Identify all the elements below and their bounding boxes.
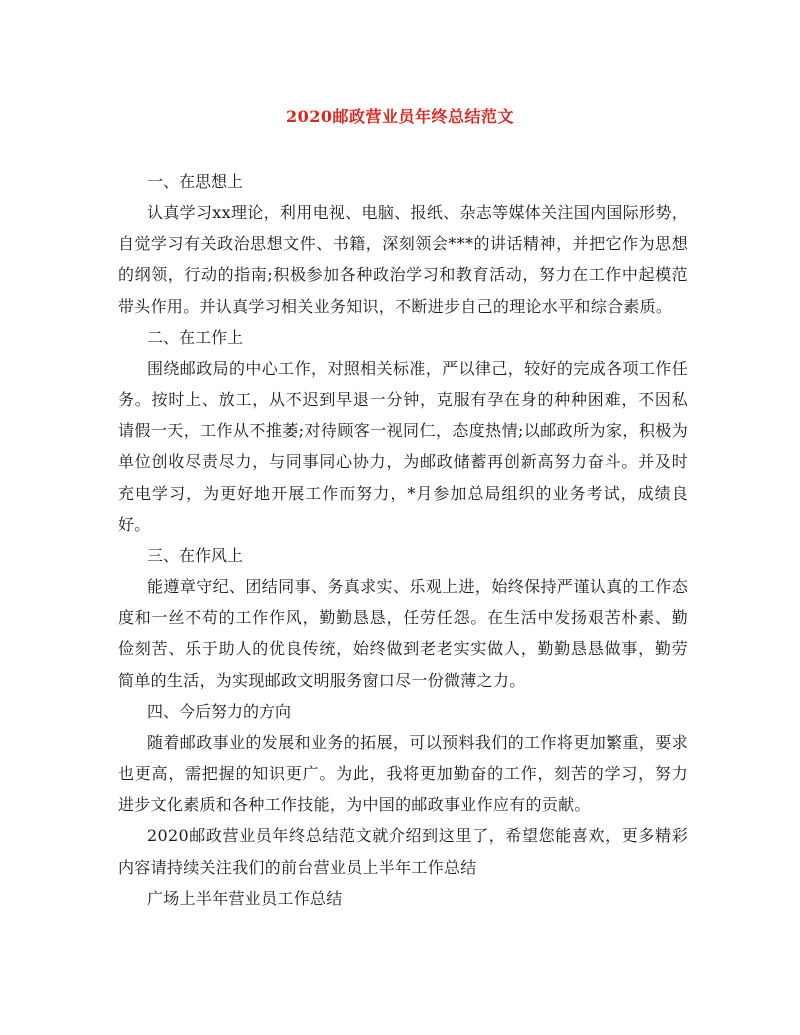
closing-paragraph: 2020邮政营业员年终总结范文就介绍到这里了，希望您能喜欢，更多精彩内容请持续关注我们的前台营业员上半年工作总结 [118, 826, 688, 877]
section-heading-future: 四、今后努力的方向 [147, 701, 292, 721]
section-paragraph-future: 随着邮政事业的发展和业务的拓展，可以预料我们的工作将更加繁重，要求也更高，需把握的知识更广。为此，我将更加勤奋的工作，刻苦的学习，努力进步文化素质和各种工作技能，为中国的邮政事业作应有的贡献。 [118, 732, 688, 815]
related-article-link[interactable]: 广场上半年营业员工作总结 [147, 888, 343, 908]
section-paragraph-thought: 认真学习xx理论，利用电视、电脑、报纸、杂志等媒体关注国内国际形势，自觉学习有关政治思想文件、书籍，深刻领会***的讲话精神，并把它作为思想的纲领，行动的指南;积极参加各种政治学习和教育活动，努力在工作中起模范带头作用。并认真学习相关业务知识，不断进步自己的理论水平和综合素质。 [118, 203, 688, 316]
section-heading-thought: 一、在思想上 [147, 172, 244, 191]
section-paragraph-style: 能遵章守纪、团结同事、务真求实、乐观上进，始终保持严谨认真的工作态度和一丝不苟的工作作风，勤勤恳恳，任劳任怨。在生活中发扬艰苦朴素、勤俭刻苦、乐于助人的优良传统，始终做到老老实实做人，勤勤恳恳做事，勤劳简单的生活，为实现邮政文明服务窗口尽一份微薄之力。 [118, 577, 688, 690]
section-heading-work: 二、在工作上 [147, 327, 244, 347]
document-title: 2020邮政营业员年终总结范文 [285, 107, 515, 126]
section-heading-style: 三、在作风上 [147, 546, 244, 566]
document-body [118, 166, 688, 914]
section-paragraph-work: 围绕邮政局的中心工作，对照相关标准，严以律己，较好的完成各项工作任务。按时上、放工，从不迟到早退一分钟，克服有孕在身的种种困难，不因私请假一天，工作从不推萎;对待顾客一视同仁，态度热情;以邮政所为家，积极为单位创收尽责尽力，与同事同心协力，为邮政储蓄再创新高努力奋斗。并及时充电学习，为更好地开展工作而努力，*月参加总局组织的业务考试，成绩良好。 [118, 358, 688, 534]
